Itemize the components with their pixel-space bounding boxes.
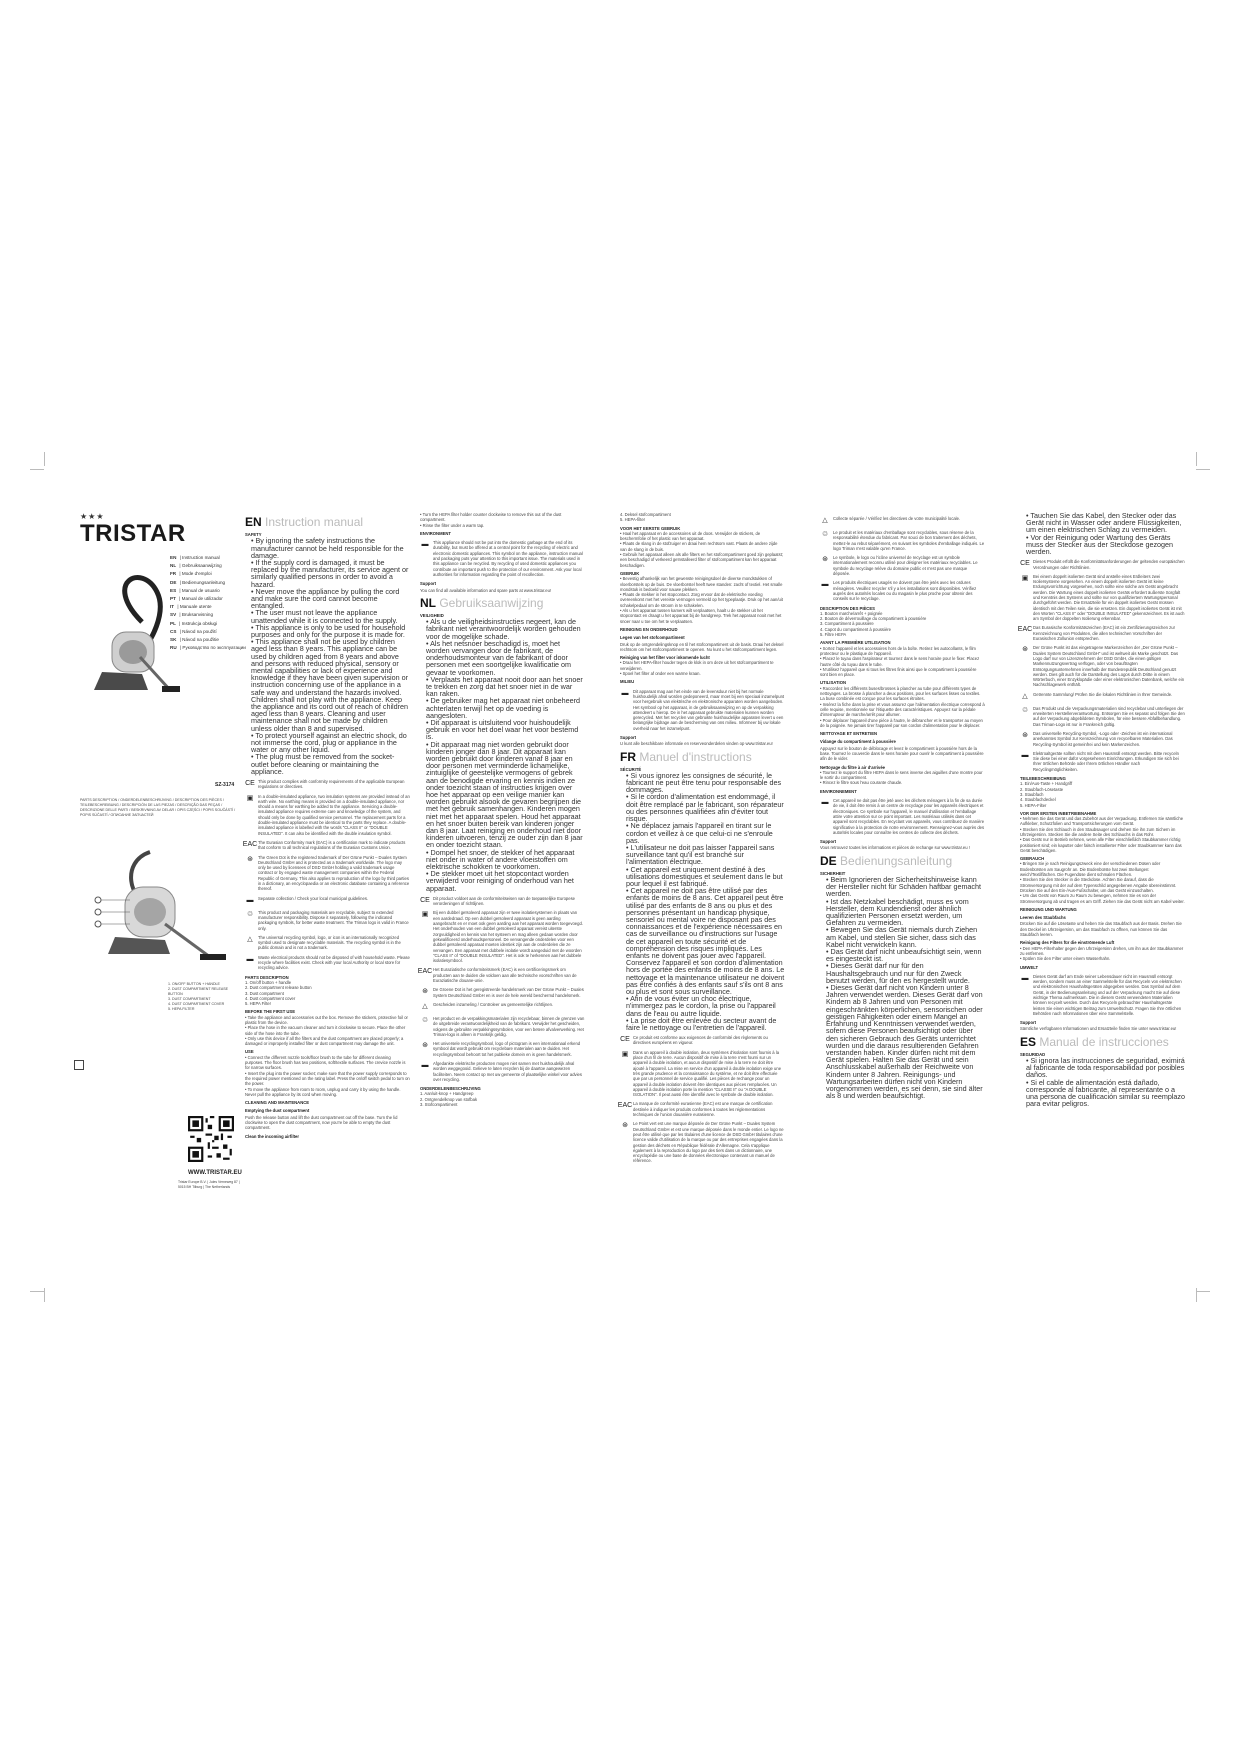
fr-before-list (820, 646, 985, 678)
de-emptying-text: Drücken Sie auf die Lösetaste und heben Sie das Staubfach aus der Basis. Drehen Sie den Deckel im Uhrzeigersinn, um das Staubfach zu öffnen, nun können Sie das Staubfach leeren. (1020, 921, 1182, 938)
es-column (1017, 511, 1186, 1109)
nl-support-heading: Support (620, 734, 637, 740)
weee-icon: ▬ (421, 1062, 429, 1069)
fr-filter-heading: Nettoyage du filtre à air d'arrivée (820, 764, 885, 770)
nl-use-item: • Bevestig afhankelijk van het gewenste reinigingsdoel de diverse mondstukken of vloerborstels op de buis. De vloerborstel heeft twee standen: zacht of textiel. Het smalle mondstuk is bedoeld voor nauwe plekken. (620, 576, 785, 592)
de-ce-note: CE Dieses Produkt erfüllt die Konformitätsanforderungen der geltenden europäischen Verordnungen oder Richtlinien. (1020, 559, 1185, 570)
en-environment-heading: ENVIRONMENT (420, 530, 451, 536)
en-filter-item: • Turn the HEPA filter holder counter clockwise to remove this out of the dust compartment. (420, 512, 585, 523)
fr-safety-heading: SÉCURITÉ (620, 766, 642, 772)
en-safety-item: • If the supply cord is damaged, it must be replaced by the manufacturer, its service agent or similarly qualified persons in order to avoid a hazard. (251, 559, 410, 588)
de-safety-item: • Dieses Gerät darf nur für den Haushaltsgebrauch und nur für den Zweck benutzt werden, für den es hergestellt wurde. (826, 962, 985, 984)
fr-double-insulated-note: ▣ Dans un appareil à double isolation, deux systèmes d'isolation sont fournis à la place d'un fil de terre. Aucun dispositif de mise à la terre n'est fourni sur un appareil à double isolation, et aucun dispositif de mise à la terre ne doit être ajouté à l'appareil. La mise en service d'un appareil à double isolation exige une très grande prudence et la connaissance du système, et ne doit être effectuée que par un personnel de service qualifié. Les pièces de rechange pour un appareil à double isolation doivent être identiques aux pièces remplacées. Un appareil à double isolation porte la mention "CLASSE II" ou "A DOUBLE ISOLATION". Il peut aussi être identifié avec le symbole de double isolation. (621, 1049, 782, 1098)
de-before-item: • Nehmen Sie das Gerät und das Zubehör aus der Verpackung. Entfernen Sie sämtliche Aufkleber, Schutzfolien und Transportsicherungen vom Gerät. (1020, 816, 1185, 827)
nl-filter-item: • Spoel het filter af onder een warme kraan. (620, 671, 785, 676)
fr-filter-item: • Rincez le filtre sous l'eau courante chaude. (820, 780, 985, 785)
de-parts-item: 5. HEPA-Filter (1020, 802, 1047, 808)
nl-environment-note: ▬ Dit apparaat mag aan het einde van de levensduur niet bij het normale huishoudelijk afval worden gedeponeerd, maar moet bij een speciaal inzamelpunt voor hergebruik van elektrische en elektronische apparaten worden aangeboden. Het symbool op het apparaat, in de gebruiksaanwijzing en op de verpakking attendeert u hierop. De in het apparaat gebruikte materialen kunnen worden gerecycled. Met het recyclen van gebruikte huishoudelijke apparaten levert u een belangrijke bijdrage aan de bescherming van ons milieu. Informeer bij uw lokale overheid naar het inzamelpunt. (621, 688, 785, 731)
nl-parts-item: 5. HEPA-filter (620, 517, 646, 523)
de-safety-heading: SICHERHEIT (820, 870, 846, 876)
triman-icon: ♲ (821, 531, 829, 538)
fr-green-dot-note: ⊛ Le Point vert est une marque déposée de Der Grüne Punkt – Duales System Deutschland GmbH et est une marque déposée dans le monde entier. Le logo ne peut être utilisé que par les titulaires d'une licence de DSD GmbH titulaires d'une licence valide d'utilisation de la marque ou par des entreprises engagées dans la gestion des déchets en République fédérale d'Allemagne. Cela s'applique également à la reproduction du logo par des tiers dans un dictionnaire, une encyclopédie ou une base de données électronique contenant un manuel de référence. (620, 1121, 785, 1163)
es-safety-list (1020, 1057, 1185, 1107)
fr-support-text: Vous retrouvez toutes les informations et pièces de rechange sur www.tristar.eu ! (820, 845, 970, 851)
fr-parts-item: 5. Filtre HEPA (820, 632, 847, 638)
nl-before-heading: VOOR HET EERSTE GEBRUIK (620, 525, 681, 531)
fr-parts-item: 4. Capot du compartiment à poussière (820, 626, 891, 632)
en-parts-item: 2. Dust compartment release button (245, 985, 312, 991)
de-parts-item: 3. Staubfach (1020, 791, 1044, 797)
de-before-item: • Das Gerät nur in Betrieb nehmen, wenn alle Filter einschließlich Staubkammer richtig positioniert sind; ein kaputter oder falsch installierter Filter oder Staubkammer kann das Gerät beschädigen. (1020, 837, 1185, 853)
en-filter-list (420, 512, 585, 528)
weee-icon: ▬ (621, 689, 629, 697)
nl-safety-item: • De gebruiker mag het apparaat niet onbeheerd achterlaten terwijl het op de voeding is aangesloten. (426, 697, 585, 719)
fr-environment-note: ▬ Cet appareil ne doit pas être jeté avec les déchets ménagers à la fin de sa durée de vie, il doit être remis à un centre de recyclage pour les appareils électriques et électroniques. Ce symbole sur l'appareil, le manuel d'utilisation et l'emballage attire votre attention sur ce point important. Les matériaux utilisés dans cet appareil sont recyclables. En recyclant vos appareils, vous contribuez de manière significative à la protection de notre environnement. Renseignez-vous auprès des autorités locales pour connaître les centres de collecte des déchets. (821, 798, 985, 835)
de-environment-heading: UMWELT (1020, 964, 1039, 970)
website-link[interactable]: WWW.TRISTAR.EU (188, 1170, 242, 1176)
de-safety-list-cont (1020, 512, 1185, 555)
de-before-list (1020, 816, 1185, 853)
qr-code-icon (188, 1116, 234, 1162)
nl-safety-list (420, 618, 585, 892)
crop-mark (30, 1291, 44, 1292)
nl-separate-note: △ Gescheiden inzameling / Controleer uw gemeentelijke richtlijnen. (420, 1002, 585, 1012)
fr-safety-item: • Ne déplacez jamais l'appareil en tirant sur le cordon et veillez à ce que celui-ci ne s'enroule pas. (626, 822, 785, 844)
ce-mark-icon: CE (1020, 560, 1030, 568)
nl-use-item: • Als u het apparaat tussen kamers wilt verplaatsen, haalt u de stekker uit het stopcontact en draagt u het apparaat bij de handgreep. Trek het apparaat nooit met het snoer naar u toe om het te verplaatsen. (620, 608, 785, 624)
eac-mark-icon: EAC (617, 1102, 633, 1110)
en-filter-item: • Rinse the filter under a warm tap. (420, 523, 585, 528)
en-environment-note: ▬ This appliance should not be put into the domestic garbage at the end of its durability, but must be offered at a central point for the recycling of electric and electronic domestic appliances. This symbol on the appliance, instruction manual and packaging puts your attention to this important issue. The materials used in this appliance can be recycled. By recycling of used domestic appliances you contribute an important push to the protection of our environment. Ask your local authorities for information regarding the point of recollection. (421, 540, 583, 577)
de-filter-item: • Den HEPA-Filterhalter gegen den Uhrzeigersinn drehen, um ihn aus der Staubkammer zu entfernen. (1020, 946, 1185, 957)
fr-before-item: • N'utilisez l'appareil que si tous les filtres finis ainsi que le compartiment à poussière sont bien en place. (820, 667, 985, 678)
nl-emptying-heading: Legen van het stofcompartiment (620, 635, 685, 641)
fr-packaging-note: ♲ Le produit et les matériaux d'emballage sont recyclables, sous réserve de la responsabilité étendue du fabricant. Par souci de bon traitement des déchets, mettez-le au rebut séparément, en suivant les symboles d'emballage indiqués. Le logo Triman n'est valable qu'en France. (821, 530, 985, 551)
de-column (820, 512, 985, 1099)
de-support-text: Sämtliche verfügbaren Informationen und Ersatzteile finden Sie unter www.tristar.eu! (1020, 1026, 1177, 1032)
crop-mark (44, 452, 45, 466)
en-before-list (245, 1015, 410, 1047)
fr-filter-item: • Tournez le support du filtre HEPA dans le sens inverse des aiguilles d'une montre pour le sortir du compartiment. (820, 770, 985, 781)
recycle-icon: ⊛ (422, 1042, 428, 1050)
de-filter-heading: Reinigung des Filters für die einströmende Luft (1020, 940, 1115, 946)
en-safety-item: • The plug must be removed from the socket-outlet before cleaning or maintaining the appliance. (251, 753, 410, 775)
fr-parts-item: 3. Compartiment à poussière (820, 621, 874, 627)
nl-parts-item: 3. Stofcompartiment (420, 1102, 458, 1108)
en-use-item: • Connect the different nozzle tools/floor brush to the tube for different cleaning purposes. The floor brush has two positions, soft/textile surfaces. The crevice nozzle is for narrow surfaces. (245, 1055, 410, 1071)
en-parts-heading: PARTS DESCRIPTION (245, 974, 289, 980)
brand-stars: ★★★ (80, 512, 105, 521)
fr-weee-note: ▬ Les produits électriques usagés ne doivent pas être jetés avec les ordures ménagères. Veuillez recycler s'il y a les installations sont disponibles. Vérifiez auprès des autorités locales ou du magasin le plus proche pour obtenir des conseils sur le recyclage. (821, 580, 977, 602)
crop-mark (44, 1288, 45, 1302)
green-dot-icon: ⊛ (247, 855, 253, 863)
de-filter-item: • Spülen Sie den Filter unter einem Wasserhahn. (1020, 956, 1185, 961)
fr-use-item: • Pour déplacer l'appareil d'une pièce à l'autre, le débrancher et le transporter au moyen de la poignée. Ne jamais tirer l'appareil par son cordon d'alimentation pour le déplacer. (820, 718, 985, 729)
fr-safety-list (620, 772, 785, 1031)
language-item: IT | Manuale utente (170, 604, 212, 610)
nl-safety-item: • Verplaats het apparaat nooit door aan het snoer te trekken en zorg dat het snoer niet in de war kan raken. (426, 676, 585, 698)
de-use-heading: GEBRAUCH (1020, 856, 1045, 862)
es-safety-heading: SEGURIDAD (1020, 1051, 1046, 1057)
de-safety-item: • Beim Ignorieren der Sicherheitshinweise kann der Hersteller nicht für Schäden haftbar gemacht werden. (826, 876, 985, 898)
en-packaging-note: ♲ This product and packaging materials are recyclable, subject to extended manufacturer responsibility. Dispose it separately, following the indicated packaging symbols, for better waste treatment. The Triman logo is valid in France only. (246, 909, 409, 931)
nl-before-list (620, 531, 785, 568)
en-safety-heading: SAFETY (245, 532, 262, 537)
en-safety-item: • This appliance shall not be used by children aged less than 8 years. This appliance can be used by children aged from 8 years and above and persons with reduced physical, sensory or mental capabilities or lack of experience and knowledge if they have been given supervision or instruction concerning use of the appliance in a safe way and understand the hazards involved. Children shall not play with the appliance. Keep the appliance and its cord out of reach of children aged less than 8 years. Cleaning and user maintenance shall not be made by children unless older than 8 and supervised. (251, 638, 410, 732)
en-filter-heading: Clean the incoming airfilter (245, 1133, 299, 1139)
fr-title: FR Manuel d'instructions (620, 749, 752, 764)
de-use-item: • Bringen Sie je nach Reinigungszweck eine der verschiedenen Düsen oder Bodenbürsten am Saugrohr an. Die Bodenbürste hat zwei Stellungen: weich/Textilflächen. Die Fugendüse dient schmalen Flächen. (1020, 861, 1185, 877)
parts-list (168, 982, 238, 1012)
weee-icon: ▬ (821, 799, 829, 807)
nl-filter-item: • Draai het HEPA-filter houder tegen de klok in om deze uit het stofcompartiment te verwijderen. (620, 660, 785, 671)
double-insulation-icon: ▣ (621, 1050, 629, 1058)
fr-safety-item: • La prise doit être enlevée du secteur avant de faire le nettoyage ou l'entretien de l'appareil. (626, 1017, 785, 1031)
nl-title: NL Gebruiksaanwijzing (420, 595, 544, 610)
fr-safety-item: • Cet appareil est uniquement destiné à des utilisations domestiques et seulement dans le but pour lequel il est fabriqué. (626, 866, 785, 888)
fr-safety-item: • L'utilisateur ne doit pas laisser l'appareil sans surveillance tant qu'il est branché sur l'alimentation électrique. (626, 844, 785, 866)
triman-icon: ♲ (421, 1016, 429, 1024)
en-title: EN Instruction manual (245, 515, 364, 529)
parts-item: 2. DUST COMPARTMENT RELEASE BUTTON (168, 987, 229, 996)
language-item: ES | Manual de usuario (170, 587, 220, 593)
en-safety-list (245, 537, 410, 775)
crop-mark (30, 469, 44, 470)
language-item: PL | Instrukcja obsługi (170, 620, 218, 626)
nl-safety-item: • Als u de veiligheidsinstructies negeert, kan de fabrikant niet verantwoordelijk worden gehouden voor de mogelijke schade. (426, 618, 585, 640)
fr-before-item: • Placez le tuyau dans l'aspirateur et tournez dans le sens horaire pour le fixer. Placez l'autre côté du tuyau dans le tube. (820, 656, 985, 667)
fr-separate-note: △ Collecte séparée / Vérifiez les directives de votre municipalité locale. (820, 516, 985, 526)
nl-safety-heading: VEILIGHEID (420, 612, 444, 618)
de-double-insulated-note: ▣ Bei einem doppelt isolierten Gerät sind anstelle eines Erdleiters zwei Isoliersysteme vorgesehen. An einem doppelt isolierten Gerät ist keine Erdungsvorrichtung vorgesehen, noch sollte eine solche am Gerät angebracht werden. Die Wartung eines doppelt isolierten Geräts erfordert äußerste Sorgfalt und Kenntnis des Systems und sollte nur von qualifiziertem Wartungspersonal durchgeführt werden. Die Ersatzteile für ein doppelt isoliertes Gerät müssen identisch mit den Teilen sein, die sie ersetzen. Ein doppelt isoliertes Gerät ist mit den Worten "CLASS II" oder "DOUBLE INSULATED" gekennzeichnet. Es ist auch am Symbol der doppelten Isolierung erkennbar. (1021, 573, 1185, 622)
en-before-item: • Only use this device if all the filters and the dust compartment are placed properly; a damaged or improperly installed filter or dust compartment may damage the unit. (245, 1036, 410, 1047)
eac-mark-icon: EAC (242, 840, 258, 848)
parts-item: 3. DUST COMPARTMENT (168, 997, 211, 1001)
en-safety-item: • Never move the appliance by pulling the cord and make sure the cord cannot become entangled. (251, 588, 410, 610)
en-double-insulated-note: ▣ In a double-insulated appliance, two insulation systems are provided instead of an earth wire. No earthing means is provided on a double-insulated appliance, nor should a means for earthing be added to the appliance. Servicing a double-insulated appliance requires extreme care and knowledge of the system, and should only be done by qualified service personnel. The replacement parts for a double-insulated appliance must be identical to the parts they replace. A double-insulated appliance is labelled with the words "CLASS II" or "DOUBLE INSULATED". It can also be identified with the double insulation symbol. (246, 793, 410, 836)
weee-icon: ▬ (1021, 974, 1029, 982)
nl-safety-item: • Dompel het snoer, de stekker of het apparaat niet onder in water of andere vloeistoffen om elektrische schokken te voorkomen. (426, 849, 585, 871)
recycle-icon: ⊛ (822, 556, 828, 564)
ce-mark-icon: CE (420, 896, 430, 904)
parts-diagram-image (90, 832, 230, 972)
weee-icon: ▬ (1021, 751, 1029, 759)
en-parts-item: 1. On/off button + handle (245, 979, 292, 985)
nl-column (417, 512, 585, 1108)
de-safety-item: • Vor der Reinigung oder Wartung des Geräts muss der Stecker aus der Steckdose gezogen werden. (1026, 534, 1185, 556)
en-recycle-note: △ The universal recycling symbol, logo, or icon is an internationally recognized symbol used to designate recyclable materials. The recycling symbol is in the public domain and is not a trademark. (245, 935, 410, 951)
nl-support-text: U kunt alle beschikbare informatie en reserveonderdelen vinden op www.tristar.eu! (620, 741, 773, 747)
de-support-heading: Support (1020, 1020, 1037, 1026)
fr-emptying-text: Appuyez sur le bouton de déblocage et levez le compartiment à poussière hors de la base. Tournez le couvercle dans le sens horaire pour ouvrir le compartiment à poussière afin de le vider. (820, 745, 984, 762)
nl-before-item: • Plaats de slang in de stofzuiger en draai hem rechtsom vast. Plaats de andere zijde van de slang in de buis. (620, 541, 785, 552)
ce-mark-icon: CE (245, 780, 255, 787)
fr-use-list (820, 686, 985, 728)
parts-item: 1. ON/OFF BUTTON + HANDLE (168, 982, 220, 986)
fr-filter-list (820, 770, 985, 786)
de-parts-item: 4. Staubfachdeckel (1020, 797, 1056, 803)
en-before-item: • Place the hose in the vacuum cleaner and turn it clockwise to secure. Place the other side of the hose into the tube. (245, 1025, 410, 1036)
crop-mark (1196, 469, 1210, 470)
language-item: SV | Bruksanvisning (170, 612, 214, 618)
separate-collection-icon: △ (822, 517, 828, 524)
recycle-icon: ⊛ (1022, 731, 1028, 739)
en-weee-note: ▬ Waste electrical products should not be disposed of with household waste. Please recycle where facilities exist. Check with your local Authority or local store for recycling advice. (246, 954, 410, 971)
fr-use-heading: UTILISATION (820, 680, 846, 686)
language-item: EN | Instruction manual (170, 555, 220, 560)
de-safety-item: • Ist das Netzkabel beschädigt, muss es vom Hersteller, dem Kundendienst oder ähnlich qualifizierten Personen ersetzt werden, um Gefahren zu vermeiden. (826, 898, 985, 927)
de-environment-note: ▬ Dieses Gerät darf am Ende seiner Lebensdauer nicht im Hausmüll entsorgt werden, sondern muss an einer Sammelstelle für das Recyceln von elektrischen und elektronischen Haushaltsgeräten abgegeben werden. Das Symbol auf dem Gerät, in der Bedienungsanleitung und auf der Verpackung macht Sie auf diese wichtige Thema aufmerksam. Die in diesem Gerät verwendeten Materialien können recycelt werden. Durch das Recyceln gebrauchter Haushaltsgeräte leisten Sie einen wichtigen Beitrag zum Umweltschutz. Fragen Sie Ihre örtlichen Behörden nach Informationen über eine Sammelstelle. (1021, 973, 1182, 1016)
nl-safety-item: • Dit apparaat is uitsluitend voor huishoudelijk gebruik en voor het doel waar het voor bestemd is. (426, 719, 585, 741)
fr-parts-item: 2. Bouton de déverrouillage du compartiment à poussière (820, 616, 927, 622)
nl-use-heading: GEBRUIK (620, 570, 640, 576)
en-parts-item: 4. Dust compartment cover (245, 995, 296, 1001)
separate-collection-icon: △ (422, 1002, 428, 1010)
triman-icon: ♲ (246, 910, 254, 918)
fr-use-item: • Insérez la fiche dans la prise et vous assurez que l'alimentation électrique correspond à celle requise, mentionnée sur l'étiquette des caractéristiques. Appuyez sur la pédale d'interrupteur de marche/arrêt pour allumer. (820, 702, 985, 718)
weee-icon: ▬ (821, 581, 829, 589)
nl-safety-item: • Als het netsnoer beschadigd is, moet het worden vervangen door de fabrikant, de onderhoudsmonteur van de fabrikant of door personen met een soortgelijke kwalificatie om gevaar te voorkomen. (426, 640, 585, 676)
crop-mark (1196, 1291, 1210, 1292)
nl-parts-item: 1. Aan/uit-knop + Handgreep (420, 1091, 474, 1097)
nl-double-insulated-note: ▣ Bij een dubbel geïsoleerd apparaat zijn er twee isolatiesystemen in plaats van een aardedraad. Op een dubbel geïsoleerd apparaat is geen aarding aangebracht en er moet ook geen aarding aan het apparaat worden toegevoegd. Het onderhouden van een dubbel geïsoleerd apparaat vereist uiterste zorgvuldigheid en kennis van het systeem en mag alleen gedaan worden door gekwalificeerd onderhoudspersoneel. De vervangende onderdelen voor een dubbel geïsoleerd apparaat moeten identiek zijn aan de onderdelen die ze vervangen. Een apparaat met dubbele isolatie wordt aangeduid met de woorden "CLASS II" of "DOUBLE INSULATED". Het is ook te herkennen aan het dubbele isolatiesymbool. (421, 910, 583, 964)
green-dot-icon: ⊛ (422, 988, 428, 996)
fr-eac-note: EAC La marque de conformité eurasienne (EAC) est une marque de certification destinée à indiquer les produits conformes à toutes les réglementations techniques de l'union douanière eurasienne. (617, 1101, 773, 1118)
language-item: DE | Bedienungsanleitung (170, 579, 226, 585)
nl-ce-note: CE Dit product voldoet aan de conformiteitseisen van de toepasselijke Europese verordeningen of richtlijnen. (420, 895, 575, 907)
nl-use-list (620, 576, 785, 624)
nl-parts-item: 2. Ontgrendelknop van stofbak (420, 1096, 478, 1102)
en-cleaning-heading: CLEANING AND MAINTENANCE (245, 1100, 310, 1106)
de-weee-note: ▬ Elektroaltgeräte sollten nicht mit dem Hausmüll entsorgt werden. Bitte recyceln Sie diese bei einer dafür vorgesehenen Einrichtungen. Erkundigen Sie sich bei Ihrer örtlichen Behörde oder Ihrem örtlichen Händler nach Recyclingmöglichkeiten. (1021, 750, 1179, 772)
nl-filter-heading: Reiniging van het filter voor inkomende lucht (620, 655, 710, 661)
nl-filter-list (620, 660, 785, 676)
de-green-dot-note: ⊛ Der Grüne Punkt ist das eingetragene Markenzeichen der „Der Grüne Punkt – Duales System Deutschland GmbH" und ist weltweit als Marke geschützt. Das Logo darf nur von Lizenznehmern der DSD GmbH, die einen gültigen Markennutzungsvertrag verfügen, oder von beauftragten Entsorgungsunternehmen innerhalb der Bundesrepublik Deutschland genutzt werden. Dies gilt auch für die Darstellung des Logos durch Dritte in einem Wörterbuch, einer Enzyklopädie oder einer elektronischen Datenbank, welche ein Nachschlagewerk enthält. (1020, 645, 1185, 687)
ce-mark-icon: CE (620, 1036, 630, 1044)
triman-icon: ♲ (1021, 706, 1029, 714)
de-eac-note: EAC Das Eurasische Konformitätszeichen (EAC) ist ein Zertifizierungszeichen zur Kennzeichnung von Produkten, die allen technischen Vorschriften der Eurasischen Zollunion entsprechen. (1017, 625, 1175, 642)
de-cleaning-heading: REINIGUNG UND WARTUNG (1020, 906, 1077, 912)
en-use-heading: USE (245, 1049, 254, 1055)
en-use-item: • To move the appliance from room to room, unplug and carry it by using the handle. Never pull the appliance by its cord when moving. (245, 1087, 410, 1098)
parts-item: 5. HEPA FILTER (168, 1007, 195, 1011)
de-emptying-heading: Leeren des Staubfachs (1020, 915, 1066, 921)
de-safety-item: • Tauchen Sie das Kabel, den Stecker oder das Gerät nicht in Wasser oder andere Flüssigkeiten, um einen elektrischen Schlag zu vermeiden. (1026, 512, 1185, 534)
de-use-item: • Um das Gerät von Raum zu Raum zu bewegen, nehmen Sie es von der Stromversorgung ab und tragen es am Griff. Ziehen Sie das Gerät nicht am Kabel weiter. (1020, 893, 1185, 904)
parts-description-title: PARTS DESCRIPTION / ONDERDELENBESCHRIJVING / DESCRIPTION DES PIÈCES / TEILEBESCHREIBUNG / DESCRIPCIÓN DE LAS PIEZAS / DESCRIÇÃO DAS PEÇAS / DESCRIZIONE DELLE PARTI / BESKRIVNING AV DELAR / OPIS CZĘŚCI / POPIS SOUČÁSTÍ / POPIS SÚČASTÍ / ОПИСАНИЕ ЗАПЧАСТЕЙ (80, 798, 236, 817)
en-parts-item: 3. Dust compartment (245, 990, 284, 996)
nl-weee-note: ▬ Afgedankte elektrische producten mogen niet samen met huishoudelijk afval worden weggegooid. Gelieve te laten recyclen bij de daartoe aangewezen faciliteiten. Neem contact op met uw gemeente of plaatselijke winkel voor advies over recycling. (421, 1061, 582, 1082)
en-safety-item: • The user must not leave the appliance unattended while it is connected to the supply. (251, 609, 410, 623)
de-recycle-note: ⊛ Das universelle Recycling-Symbol, -Logo oder -Zeichen ist ein international anerkanntes Symbol zur Kennzeichnung von recycelbaren Materialien. Das Recycling-Symbol ist gemeinfrei und kein Markenzeichen. (1020, 731, 1185, 747)
de-parts-heading: TEILEBESCHREIBUNG (1020, 776, 1066, 782)
eac-mark-icon: EAC (417, 968, 433, 976)
weee-icon: ▬ (421, 541, 429, 549)
nl-parts-heading: ONDERDELENBESCHRIJVING (420, 1086, 481, 1092)
fr-safety-item: • Si vous ignorez les consignes de sécurité, le fabricant ne peut être tenu pour responsable des dommages. (626, 772, 785, 794)
en-green-dot-note: ⊛ The Green Dot is the registered trademark of Der Grüne Punkt – Duales System Deutschland GmbH and is protected as a trademark worldwide. The logo may only be used by licensees of DSD GmbH holding a valid trademark usage contract or by engaged waste management companies within the Federal Republic of Germany. This also applies to reproduction of the logo by third parties in a dictionary, an encyclopaedia or an electronic database containing a reference thereof. (245, 855, 410, 892)
en-safety-item: • By ignoring the safety instructions the manufacturer cannot be held responsible for the damage. (251, 537, 410, 559)
de-separate-note: △ Getrennte Sammlung/ Prüfen Sie die lokalen Richtlinien in Ihrer Gemeinde. (1020, 692, 1185, 702)
fr-before-item: • Sortez l'appareil et les accessoires hors de la boîte. Retirez les autocollants, le film protecteur ou le plastique de l'appareil. (820, 646, 985, 657)
language-item: RU | Руководство по эксплуатации (170, 645, 246, 651)
weee-icon: ▬ (246, 955, 254, 963)
de-safety-item: • Bewegen Sie das Gerät niemals durch Ziehen am Kabel, und stellen Sie sicher, dass sich das Kabel nicht verwickeln kann. (826, 926, 985, 948)
cover-panel (70, 512, 246, 1242)
nl-environment-heading: MILIEU (620, 679, 635, 685)
green-dot-icon: ⊛ (1022, 646, 1028, 654)
nl-emptying-text: Druk op de ontgrendelingsknop en til het stofcompartiment uit de basis. Draai het deksel rechtsom om het stofcompartiment te openen. Nu kunt u het stofcompartiment legen. (620, 641, 784, 652)
en-column (242, 512, 410, 1139)
en-parts-item: 5. HEPA Filter (245, 1001, 271, 1007)
en-ce-note: CE This product complies with conformity requirements of the applicable European regulations or directives. (245, 779, 405, 790)
language-item: PT | Manual de utilizador (170, 596, 223, 602)
de-use-item: • Stecken Sie den Stecker in die Steckdose. Achten Sie darauf, dass die Stromversorgung mit der auf dem Typenschild angegebenen Angabe übereinstimmt. Drücken Sie auf den Ein-/Aus-Fußschalter, um das Gerät einzuschalten. (1020, 877, 1185, 893)
en-before-heading: BEFORE THE FIRST USE (245, 1009, 296, 1015)
crop-mark (1196, 1288, 1197, 1302)
manual-sheet (70, 512, 1190, 1242)
en-safety-item: • To protect yourself against an electric shock, do not immerse the cord, plug or appliance in the water or any other liquid. (251, 732, 410, 754)
fr-environment-heading: ENVIRONNEMENT (820, 788, 857, 794)
es-safety-item: • Si ignora las instrucciones de seguridad, eximirá al fabricante de toda responsabilidad por posibles daños. (1026, 1057, 1185, 1079)
de-safety-item: • Das Gerät darf nicht unbeaufsichtigt sein, wenn es eingesteckt ist. (826, 948, 985, 962)
double-insulation-icon: ▣ (421, 911, 429, 919)
de-filter-list (1020, 946, 1185, 962)
de-packaging-note: ♲ Das Produkt und die Verpackungsmaterialien sind recyclebar und unterliegen der erweiterten Herstellerverantwortung. Entsorgen Sie es separat und folgen Sie den auf der Verpackung abgebildeten Symbolen, für eine bessere Abfallbehandlung. Das Triman-Logo ist nur in Frankreich gültig. (1021, 705, 1185, 727)
fr-parts-item: 1. Bouton marche/arrêt + poignée (820, 610, 883, 616)
nl-safety-item: • Dit apparaat mag niet worden gebruikt door kinderen jonger dan 8 jaar. Dit apparaat kan worden gebruikt door kinderen vanaf 8 jaar en door personen met verminderde lichamelijke, zintuiglijke of geestelijke vermogens of gebrek aan de benodigde ervaring en kennis indien ze onder toezicht staan of instructies krijgen over hoe het apparaat op een veilige manier kan worden gebruikt alsook de gevaren begrijpen die met het gebruik samenhangen. Kinderen mogen niet met het apparaat spelen. Houd het apparaat en het snoer buiten bereik van kinderen jonger dan 8 jaar. Laat reiniging en onderhoud niet door kinderen uitvoeren, tenzij ze ouder zijn dan 8 jaar en onder toezicht staan. (426, 741, 585, 849)
es-safety-item: • Si el cable de alimentación está dañado, corresponde al fabricante, al representante o a una persona de cualificación similar su reemplazo para evitar peligros. (1026, 1079, 1185, 1108)
vacuum-cleaner-image (82, 562, 182, 702)
de-use-list (1020, 861, 1185, 903)
nl-eac-note: EAC Het Euraziatische conformiteitsmerk (EAC) is een certificeringsmerk om producten aan te duiden die voldoen aan alle technische voorschriften van de Euraziatische douane-unie. (417, 967, 577, 984)
weee-bin-icon (74, 1060, 84, 1070)
double-insulation-icon: ▣ (246, 794, 254, 802)
fr-safety-item: • Afin de vous éviter un choc électrique, n'immergez pas le cordon, la prise ou l'appareil dans de l'eau ou autre liquide. (626, 995, 785, 1017)
nl-green-dot-note: ⊛ De Groene Dot is het geregistreerde handelsmerk van Der Grüne Punkt – Duales System Deutschland GmbH en is over de hele wereld beschermd handelsmerk. (420, 987, 585, 998)
en-use-list (245, 1055, 410, 1097)
fr-column (617, 512, 785, 1168)
separate-collection-icon: ▬ (246, 896, 254, 904)
nl-cleaning-heading: REINIGING EN ONDERHOUD (620, 626, 678, 632)
fr-cleaning-heading: NETTOYAGE ET ENTRETIEN (820, 731, 878, 737)
nl-safety-item: • De stekker moet uit het stopcontact worden verwijderd voor reiniging of onderhoud van het apparaat. (426, 870, 585, 892)
de-before-heading: VOR DER ERSTEN INBETRIEBNAHME (1020, 810, 1097, 816)
nl-packaging-note: ♲ Het product en de verpakkingsmaterialen zijn recyclebaar, binnen de grenzen van de uitgebreide verantwoordelijkheid van de fabrikant. Verwijder het gescheiden, volgens de gebruikte verpakkingssymbolen, voor een betere afvalverwerking. Het Triman-logo is alleen in Frankrijk geldig. (421, 1015, 585, 1037)
fr-support-heading: Support (820, 839, 837, 845)
eac-mark-icon: EAC (1017, 626, 1033, 634)
de-safety-item: • Dieses Gerät darf nicht von Kindern unter 8 Jahren verwendet werden. Dieses Gerät darf von Kindern ab 8 Jahren und von Personen mit eingeschränkten körperlichen, sensorischen oder geistigen Fähigkeiten oder einem Mangel an Erfahrung und Kenntnissen verwendet werden, sofern diese Personen beaufsichtigt oder über den sicheren Gebrauch des Geräts unterrichtet wurden und die daraus resultierenden Gefahren verstanden haben. Kinder dürfen nicht mit dem Gerät spielen. Halten Sie das Gerät und sein Anschlusskabel außerhalb der Reichweite von Kindern unter 8 Jahren. Reinigungs- und Wartungsarbeiten dürfen nicht von Kindern vorgenommen werden, es sei denn, sie sind älter als 8 und werden beaufsichtigt. (826, 984, 985, 1099)
es-title: ES Manual de instrucciones (1020, 1034, 1169, 1049)
en-safety-item: • This appliance is only to be used for household purposes and only for the purpose it is made for. (251, 624, 410, 638)
de-parts-item: 1. Ein/Aus-Taste + Handgriff (1020, 781, 1073, 787)
en-separate-note: ▬ Separate collection / Check your local municipal guidelines. (246, 895, 369, 904)
brand-logo: TRISTAR (80, 520, 186, 547)
language-list (170, 554, 246, 652)
nl-use-item: • Plaats de stekker in het stopcontact. Zorg ervoor dat de elektrische voeding overeenkomt met het vereiste vermogen vermeld op het typeplaatje. Druk op het aan/uit schakelpedaal om de stroom in te schakelen. (620, 592, 785, 608)
en-support-text: You can find all available information and spare parts at www.tristar.eu! (420, 587, 552, 593)
recycle-icon: △ (247, 935, 253, 943)
fr-before-heading: AVANT LA PREMIÈRE UTILISATION (820, 640, 891, 646)
nl-parts-item: 4. Deksel stofcompartiment (620, 512, 671, 517)
double-insulation-icon: ▣ (1021, 574, 1029, 582)
en-emptying-text: Push the release button and lift the dust compartment out off the base. Turn the lid clockwise to open the dust compartment, now you're be able to empty the dust compartment. (245, 1114, 398, 1131)
nl-recycle-note: ⊛ Het universele recyclingsymbool, logo of pictogram is een internationaal erkend symbool dat wordt gebruikt om recyclebare materialen aan te duiden. Het recyclingsymbool behoort tot het publieke domein en is geen handelsmerk. (420, 1041, 585, 1057)
de-before-item: • Stecken Sie den Schlauch in den Staubsauger und drehen Sie ihn zum Sichern im Uhrzeigersinn. Stecken Sie die andere Seite des Schlauchs in das Rohr. (1020, 827, 1185, 838)
fr-emptying-heading: Vidange du compartiment à poussière (820, 739, 896, 745)
model-number: SZ-3174 (215, 782, 235, 788)
de-parts-item: 2. Staubfach-Lösetaste (1020, 786, 1064, 792)
en-before-item: • Take the appliance and accessories out the box. Remove the stickers, protective foil or plastic from the device. (245, 1015, 410, 1026)
fr-safety-item: • Cet appareil ne doit pas être utilisé par des enfants de moins de 8 ans. Cet appareil peut être utilisé par des enfants de 8 ans ou plus et des personnes présentant un handicap physique, sensoriel ou mental voire ne disposant pas des connaissances et de l'expérience nécessaires en cas de surveillance ou d'instructions sur l'usage de cet appareil en toute sécurité et de compréhension des risques impliqués. Les enfants ne doivent pas jouer avec l'appareil. Conservez l'appareil et son cordon d'alimentation hors de portée des enfants de moins de 8 ans. Le nettoyage et la maintenance utilisateur ne doivent pas être confiés à des enfants sauf s'ils ont 8 ans ou plus et sont sous surveillance. (626, 887, 785, 995)
fr-recycle-note: ⊛ Le symbole, le logo ou l'icône universel de recyclage est un symbole internationalement reconnu utilisé pour désigner les matériaux recyclables. Le symbole du recyclage relève du domaine public et n'est pas une marque déposée. (820, 555, 985, 576)
language-item: FR | Mode d'emploi (170, 571, 212, 577)
company-address: Tristar Europe B.V. | Jules Verneweg 87 | 5015 BH Tilburg | The Netherlands (178, 1180, 240, 1189)
nl-before-item: • Haal het apparaat en de accessoires uit de doos. Verwijder de stickers, de beschermfolie of het plastic van het apparaat. (620, 531, 785, 542)
en-support-heading: Support (420, 581, 437, 587)
en-emptying-heading: Emptying the dust compartment (245, 1108, 310, 1114)
crop-mark (1196, 452, 1197, 466)
nl-before-item: • Gebruik het apparaat alleen als alle filters en het stofcompartiment goed zijn geplaatst; een beschadigd of verkeerd geïnstalleerd filter of stofcompartiment kan het apparaat beschadigen. (620, 552, 785, 568)
fr-ce-note: CE Ce produit est conforme aux exigences de conformité des règlements ou directives européens en vigueur. (620, 1035, 768, 1046)
de-title: DE Bedienungsanleitung (820, 853, 953, 868)
en-use-item: • Insert the plug into the power socket; make sure that the power supply corresponds to the required power mentioned on the rating label. Press the on/off switch pedal to turn on the power. (245, 1071, 410, 1087)
green-dot-icon: ⊛ (622, 1122, 628, 1130)
de-safety-list (820, 876, 985, 1099)
fr-parts-heading: DESCRIPTION DES PIÈCES (820, 605, 875, 611)
fr-use-item: • Raccordez les différents buses/brosses à plancher au tube pour différents types de nettoyages. La brosse à plancher a deux positions, pour les surfaces lisses ou textiles. La buse combinée est conçue pour les surfaces étroites. (820, 686, 985, 702)
language-item: NL | Gebruiksaanwijzing (170, 563, 222, 569)
language-item: CS | Návod na použití (170, 628, 217, 634)
parts-item: 4. DUST COMPARTMENT COVER (168, 1002, 225, 1006)
fr-safety-item: • Si le cordon d'alimentation est endommagé, il doit être remplacé par le fabricant, son réparateur ou des personnes qualifiées afin d'éviter tout risque. (626, 793, 785, 822)
en-eac-note: EAC The Eurasian Conformity mark (EAC) is a certification mark to indicate products that conform to all technical regulations of the Eurasian Customs Union. (242, 839, 406, 851)
language-item: SK | Návod na použitie (170, 637, 219, 643)
separate-collection-icon: △ (1022, 692, 1028, 700)
